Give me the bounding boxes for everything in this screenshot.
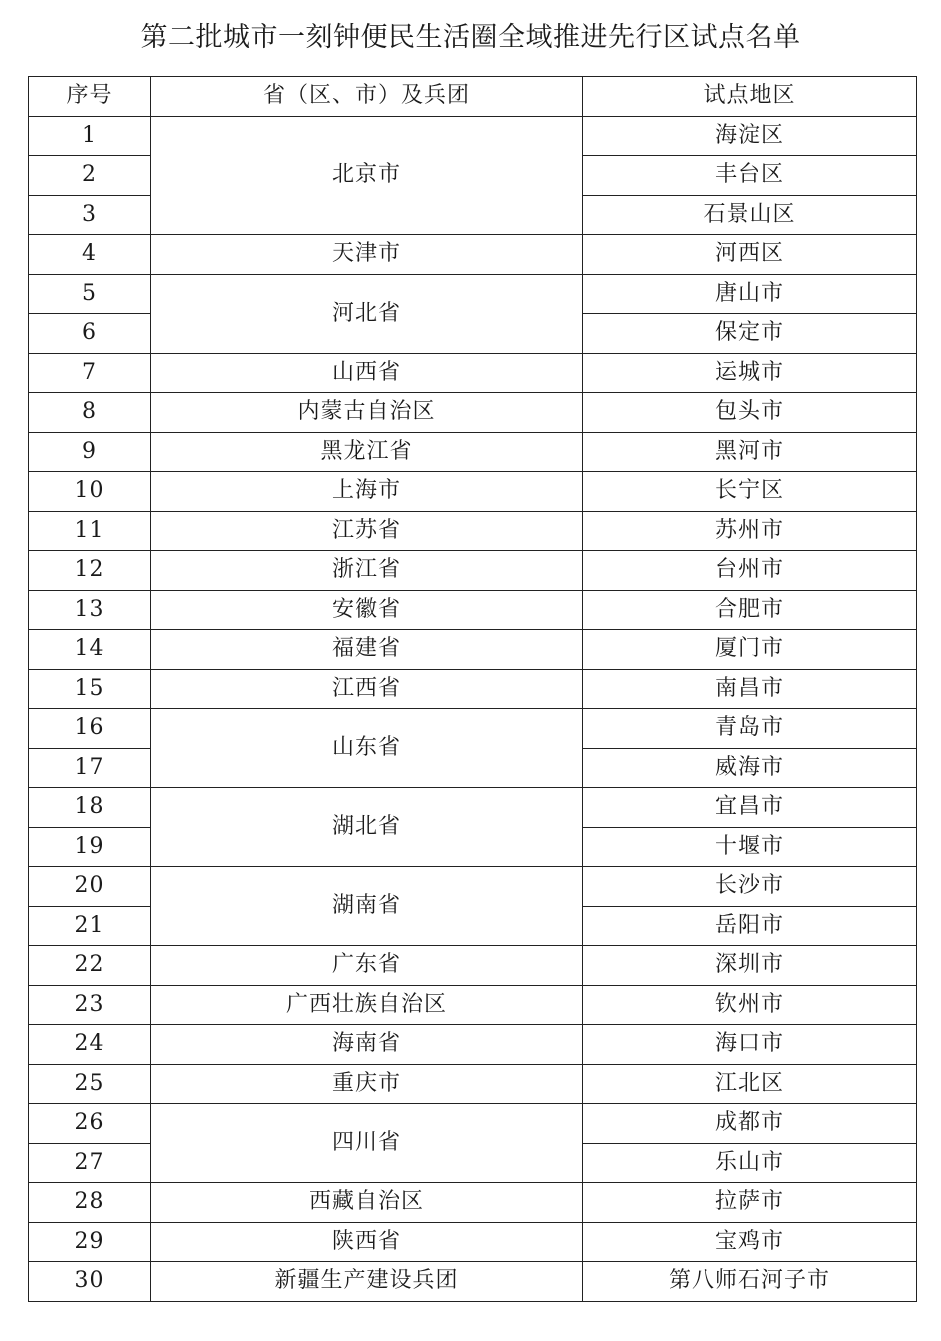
pilot-area-cell: 苏州市	[583, 511, 917, 551]
province-cell: 福建省	[151, 630, 583, 670]
serial-number-cell: 23	[29, 985, 151, 1025]
table-row	[29, 116, 917, 156]
province-cell: 广西壮族自治区	[151, 985, 583, 1025]
pilot-area-cell: 青岛市	[583, 709, 917, 749]
header-pilot-area: 试点地区	[583, 77, 917, 117]
table-row	[29, 709, 917, 749]
province-cell: 安徽省	[151, 590, 583, 630]
pilot-area-cell: 钦州市	[583, 985, 917, 1025]
serial-number-cell: 9	[29, 432, 151, 472]
serial-number-cell: 13	[29, 590, 151, 630]
serial-number-cell: 14	[29, 630, 151, 670]
pilot-area-cell: 威海市	[583, 748, 917, 788]
pilot-area-cell: 宝鸡市	[583, 1222, 917, 1262]
header-province: 省（区、市）及兵团	[151, 77, 583, 117]
serial-number-cell: 16	[29, 709, 151, 749]
table-row	[29, 472, 917, 512]
pilot-area-cell: 深圳市	[583, 946, 917, 986]
pilot-area-cell: 第八师石河子市	[583, 1262, 917, 1302]
pilot-area-cell: 唐山市	[583, 274, 917, 314]
province-cell: 四川省	[151, 1104, 583, 1183]
table-row	[29, 393, 917, 433]
province-cell: 天津市	[151, 235, 583, 275]
table-row	[29, 1262, 917, 1302]
province-cell: 海南省	[151, 1025, 583, 1065]
serial-number-cell: 19	[29, 827, 151, 867]
pilot-area-cell: 南昌市	[583, 669, 917, 709]
province-cell: 广东省	[151, 946, 583, 986]
serial-number-cell: 10	[29, 472, 151, 512]
table-row	[29, 669, 917, 709]
table-row	[29, 235, 917, 275]
serial-number-cell: 28	[29, 1183, 151, 1223]
province-cell: 黑龙江省	[151, 432, 583, 472]
serial-number-cell: 7	[29, 353, 151, 393]
table-row	[29, 511, 917, 551]
table-row	[29, 1064, 917, 1104]
province-cell: 新疆生产建设兵团	[151, 1262, 583, 1302]
serial-number-cell: 30	[29, 1262, 151, 1302]
table-row	[29, 1025, 917, 1065]
pilot-area-cell: 乐山市	[583, 1143, 917, 1183]
pilot-area-cell: 成都市	[583, 1104, 917, 1144]
pilot-area-cell: 包头市	[583, 393, 917, 433]
province-cell: 江苏省	[151, 511, 583, 551]
province-cell: 重庆市	[151, 1064, 583, 1104]
province-cell: 陕西省	[151, 1222, 583, 1262]
serial-number-cell: 15	[29, 669, 151, 709]
province-cell: 湖北省	[151, 788, 583, 867]
pilot-area-cell: 江北区	[583, 1064, 917, 1104]
table-row	[29, 551, 917, 591]
table-row	[29, 985, 917, 1025]
serial-number-cell: 12	[29, 551, 151, 591]
pilot-area-cell: 运城市	[583, 353, 917, 393]
page-title: 第二批城市一刻钟便民生活圈全域推进先行区试点名单	[140, 22, 801, 53]
table-row	[29, 432, 917, 472]
pilot-area-cell: 十堰市	[583, 827, 917, 867]
pilot-area-cell: 河西区	[583, 235, 917, 275]
pilot-area-cell: 厦门市	[583, 630, 917, 670]
province-cell: 山东省	[151, 709, 583, 788]
table-row	[29, 1222, 917, 1262]
pilot-area-cell: 黑河市	[583, 432, 917, 472]
pilot-area-cell: 海淀区	[583, 116, 917, 156]
serial-number-cell: 5	[29, 274, 151, 314]
table-row	[29, 590, 917, 630]
serial-number-cell: 17	[29, 748, 151, 788]
province-cell: 湖南省	[151, 867, 583, 946]
province-cell: 西藏自治区	[151, 1183, 583, 1223]
table-row	[29, 630, 917, 670]
serial-number-cell: 26	[29, 1104, 151, 1144]
province-cell: 内蒙古自治区	[151, 393, 583, 433]
table-body	[29, 116, 917, 1301]
header-serial-number: 序号	[29, 77, 151, 117]
province-cell: 浙江省	[151, 551, 583, 591]
pilot-area-cell: 拉萨市	[583, 1183, 917, 1223]
pilot-area-cell: 合肥市	[583, 590, 917, 630]
pilot-area-cell: 海口市	[583, 1025, 917, 1065]
table-row	[29, 867, 917, 907]
serial-number-cell: 1	[29, 116, 151, 156]
table-row	[29, 353, 917, 393]
pilot-area-cell: 长沙市	[583, 867, 917, 907]
pilot-area-cell: 岳阳市	[583, 906, 917, 946]
serial-number-cell: 8	[29, 393, 151, 433]
serial-number-cell: 11	[29, 511, 151, 551]
serial-number-cell: 20	[29, 867, 151, 907]
serial-number-cell: 21	[29, 906, 151, 946]
table-row	[29, 1183, 917, 1223]
province-cell: 河北省	[151, 274, 583, 353]
serial-number-cell: 25	[29, 1064, 151, 1104]
table-row	[29, 274, 917, 314]
pilot-area-cell: 台州市	[583, 551, 917, 591]
serial-number-cell: 3	[29, 195, 151, 235]
serial-number-cell: 2	[29, 156, 151, 196]
serial-number-cell: 24	[29, 1025, 151, 1065]
province-cell: 上海市	[151, 472, 583, 512]
pilot-area-cell: 石景山区	[583, 195, 917, 235]
table-row	[29, 1104, 917, 1144]
pilot-area-cell: 长宁区	[583, 472, 917, 512]
pilot-area-cell: 丰台区	[583, 156, 917, 196]
table-row	[29, 946, 917, 986]
serial-number-cell: 29	[29, 1222, 151, 1262]
serial-number-cell: 22	[29, 946, 151, 986]
province-cell: 北京市	[151, 116, 583, 235]
province-cell: 江西省	[151, 669, 583, 709]
pilot-area-cell: 宜昌市	[583, 788, 917, 828]
province-cell: 山西省	[151, 353, 583, 393]
serial-number-cell: 27	[29, 1143, 151, 1183]
serial-number-cell: 6	[29, 314, 151, 354]
serial-number-cell: 4	[29, 235, 151, 275]
serial-number-cell: 18	[29, 788, 151, 828]
pilot-list-table	[28, 76, 917, 1302]
table-row	[29, 788, 917, 828]
pilot-area-cell: 保定市	[583, 314, 917, 354]
table-header-row	[29, 77, 917, 117]
